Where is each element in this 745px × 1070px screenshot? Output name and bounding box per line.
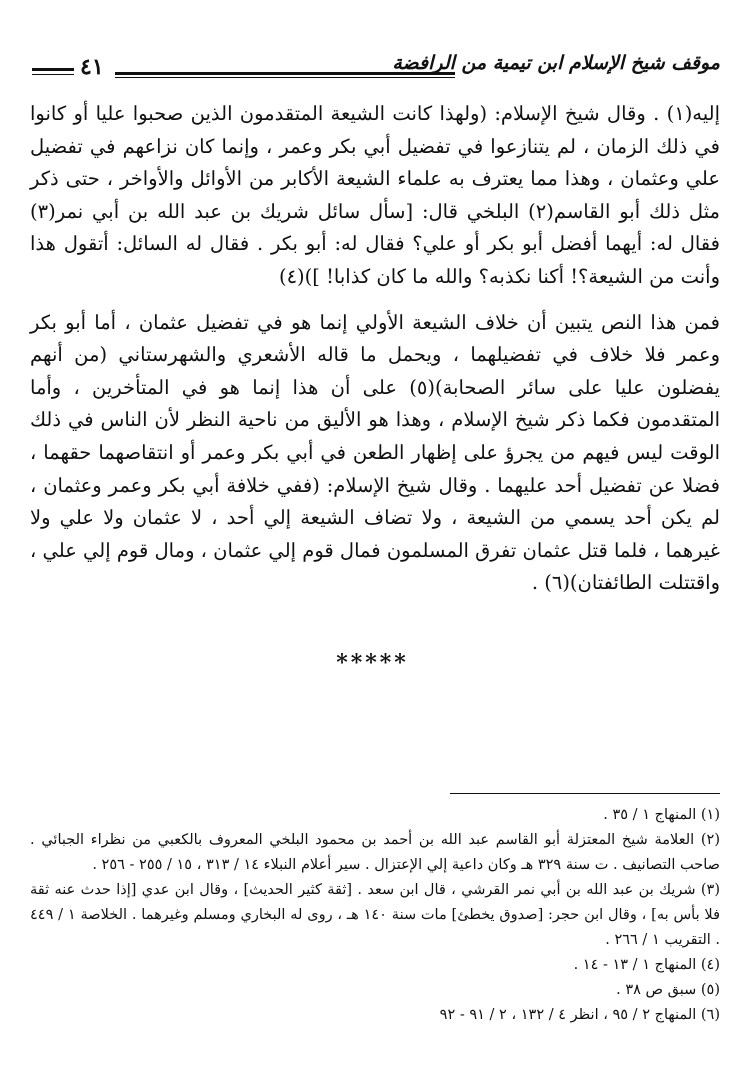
footnote-3: (٣) شريك بن عبد الله بن أبي نمر القرشي ، قال ابن سعد . [ثقة كثير الحديث] ، وقال ابن عدي [إذا حدث عنه ثقة فلا بأس به] ، وقال ابن حجر: [صدوق يخطئ] مات سنة ١٤٠ هـ ، روى له البخاري ومسلم وغيرهما . الخلاصة ١ / ٤٤٩ . التقريب ١ / ٢٦٦ . (30, 882, 720, 948)
header-rule (115, 72, 455, 75)
section-separator: ***** (336, 650, 409, 676)
page-number: ٤١ (80, 54, 104, 80)
header-rule-thin (115, 77, 455, 78)
paragraph-1: إليه(١) . وقال شيخ الإسلام: (ولهذا كانت الشيعة المتقدمون الذين صحبوا عليا أو كانوا في ذلك الزمان ، لم يتنازعوا في تفضيل أبي بكر وعمر ، وإنما كان نزاعهم في تفضيل علي وعثمان ، وهذا مما يعترف به علماء الشيعة الأكابر من الأوائل والأواخر ، حتى ذكر مثل ذلك أبو القاسم(٢) البلخي قال: [سأل سائل شريك بن عبد الله بن أبي نمر(٣) فقال له: أيهما أفضل أبو بكر أو علي؟ فقال له: أبو بكر . فقال له السائل: أتقول هذا وأنت من الشيعة؟! أكنا نكذبه؟ والله ما كان كذابا! ])(٤) (30, 102, 720, 288)
page-number-rule (32, 68, 74, 71)
page-number-rule-thin (32, 74, 74, 75)
footnotes (30, 803, 720, 1028)
footnote-5: (٥) سبق ص ٣٨ . (616, 982, 720, 998)
main-text (30, 98, 720, 600)
footnote-4: (٤) المنهاج ١ / ١٣ - ١٤ . (573, 957, 720, 973)
page-header (30, 48, 720, 88)
footnote-6: (٦) المنهاج ٢ / ٩٥ ، انظر ٤ / ١٣٢ ، ٢ / ٩١ - ٩٢ (439, 1007, 720, 1023)
paragraph-2: فمن هذا النص يتبين أن خلاف الشيعة الأولي إنما هو في تفضيل عثمان ، أما أبو بكر وعمر فلا خلاف في تفضيلهما ، ويحمل ما قاله الأشعري والشهرستاني (من أنهم يفضلون عليا على سائر الصحابة)(٥) على أن هذا إنما هو في المتأخرين ، وأما المتقدمون فكما ذكر شيخ الإسلام ، وهذا هو الأليق من ناحية النظر لأن الناس في ذلك الوقت ليس فيهم من يجرؤ على إظهار الطعن في أبي بكر وعمر أو انتقاصهما حقهما ، فضلا عن تفضيل أحد عليهما . وقال شيخ الإسلام: (ففي خلافة أبي بكر وعمر وعثمان ، لم يكن أحد يسمي من الشيعة ، ولا تضاف الشيعة إلي أحد ، لا عثمان ولا علي ولا غيرهما ، فلما قتل عثمان تفرق المسلمون فمال قوم إلي عثمان ، ومال قوم إلي علي ، واقتتلت الطائفتان)(٦) . (30, 310, 721, 595)
footnote-divider (450, 793, 720, 794)
footnote-2: (٢) العلامة شيخ المعتزلة أبو القاسم عبد الله بن أحمد بن محمود البلخي المعروف بالكعبي من نظراء الجبائي . صاحب التصانيف . ت سنة ٣٢٩ هـ وكان داعية إلي الإعتزال . سير أعلام النبلاء ١٤ / ٣١٣ ، ١٥ / ٢٥٥ - ٢٥٦ . (30, 832, 720, 873)
running-title: موقف شيخ الإسلام ابن تيمية من الرافضة (392, 52, 720, 74)
footnote-1: (١) المنهاج ١ / ٣٥ . (603, 807, 720, 823)
